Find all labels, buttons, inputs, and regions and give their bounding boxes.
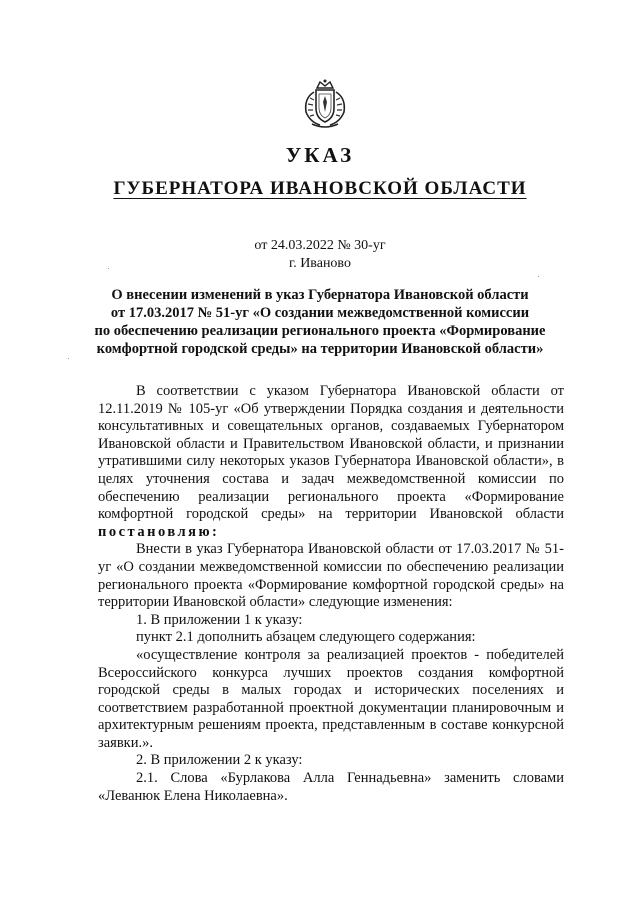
subject-line: по обеспечению реализации регионального проекта «Формирование — [94, 323, 546, 339]
subject-line: комфортной городской среды» на территории Ивановской области» — [96, 341, 544, 357]
document-title: УКАЗ — [285, 143, 355, 167]
date-block — [0, 237, 640, 273]
subject-line: О внесении изменений в указ Губернатора Ивановской области — [111, 287, 529, 303]
city: г. Иваново — [289, 256, 351, 271]
body-paragraph: пункт 2.1 дополнить абзацем следующего содержания: — [136, 629, 476, 646]
subject-line: от 17.03.2017 № 51-уг «О создании межведомственной комиссии — [110, 305, 530, 321]
preamble-text: В соответствии с указом Губернатора Ивановской области от 12.11.2019 № 105-уг «Об утверждении Порядка создания и деятельности консультативных и совещательных органов, создаваемых Губернатором Ивановской области и Правительством Ивановской области, и признании утратившими силу некоторых указов Губернатора Ивановской области», в целях уточнения состава и задач межведомственной комиссии по обеспечению реализации регионального проекта «Формирование комфортной городской среды» на территории Ивановской области — [98, 383, 564, 523]
subject-heading — [90, 286, 550, 358]
issuer-title-text: ГУБЕРНАТОРА ИВАНОВСКОЙ ОБЛАСТИ — [113, 178, 527, 199]
body-paragraph: 1. В приложении 1 к указу: — [136, 611, 303, 628]
issuer-title — [0, 178, 640, 200]
date-number: от 24.03.2022 № 30-уг — [254, 238, 386, 253]
coat-of-arms-icon — [298, 78, 352, 130]
preamble-paragraph — [98, 383, 564, 541]
body-paragraph: 2. В приложении 2 к указу: — [136, 752, 303, 769]
document-body — [98, 383, 564, 805]
body-paragraph: Внести в указ Губернатора Ивановской области от 17.03.2017 № 51-уг «О создании межведомственной комиссии по обеспечению реализации регионального проекта «Формирование комфортной городской среды» на территории Ивановской области» следующие изменения: — [98, 541, 564, 611]
body-paragraph: «осуществление контроля за реализацией проектов - победителей Всероссийского конкурса лучших проектов создания комфортной городской среды в малых городах и исторических поселениях и соответствием разработанной проектной документации планировочным и архитектурным решениям проекта, представленным в составе конкурсной заявки.». — [98, 646, 564, 751]
scan-speck — [108, 268, 109, 269]
scan-speck — [68, 358, 69, 359]
body-paragraph: 2.1. Слова «Бурлакова Алла Геннадьевна» заменить словами «Леванюк Елена Николаевна». — [98, 770, 564, 804]
scan-speck — [538, 276, 539, 277]
decree-word: постановляю: — [98, 523, 220, 540]
